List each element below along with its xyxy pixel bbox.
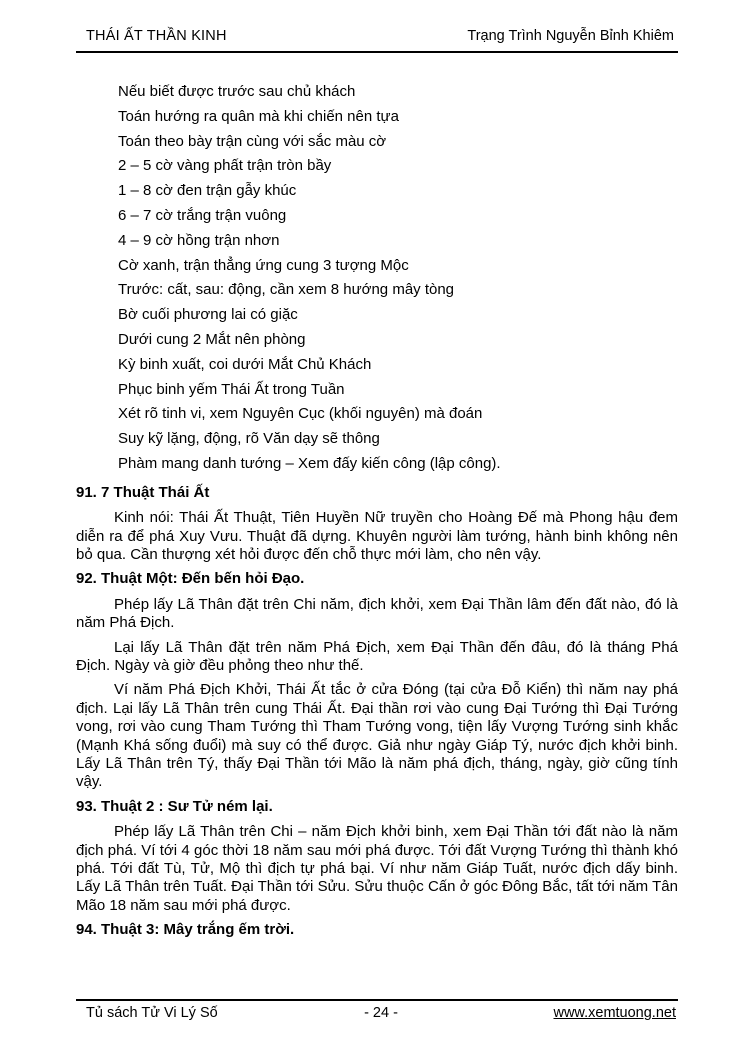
verse-line: Bờ cuối phương lai có giặc [118, 306, 298, 324]
section-heading: 91. 7 Thuật Thái Ất [76, 483, 210, 501]
paragraph: Lại lấy Lã Thân đặt trên năm Phá Địch, xem Đại Thần đến đâu, đó là tháng Phá Địch. Ngày và giờ đều phỏng theo như thế. [76, 638, 678, 674]
page-footer [76, 999, 678, 1021]
section-heading: 92. Thuật Một: Đến bến hỏi Đạo. [76, 570, 305, 588]
paragraph: Phép lấy Lã Thân đặt trên Chi năm, địch khởi, xem Đại Thần lâm đến đất nào, đó là năm Phá Địch. [76, 595, 678, 632]
verse-line: Phục binh yếm Thái Ất trong Tuần [118, 380, 345, 398]
verse-line: Suy kỹ lặng, động, rõ Văn dạy sẽ thông [118, 430, 380, 448]
verse-line: Cờ xanh, trận thẳng ứng cung 3 tượng Mộc [118, 256, 409, 274]
verse-line: Trước: cất, sau: động, cần xem 8 hướng mây tòng [118, 281, 455, 299]
verse-line: 2 – 5 cờ vàng phất trận tròn bầy [118, 157, 332, 175]
verse-line: Toán theo bày trận cùng với sắc màu cờ [118, 132, 387, 150]
verse-line: Nếu biết được trước sau chủ khách [118, 83, 356, 100]
section-94 [76, 921, 678, 939]
section-heading: 93. Thuật 2 : Sư Tử ném lại. [76, 797, 273, 815]
paragraph: Phép lấy Lã Thân trên Chi – năm Địch khởi binh, xem Đại Thần tới đất nào là năm địch phá. Ví tới 4 góc thời 18 năm sau mới phá được. Tới đất Vượng Tướng thì thành khó phá. Tới đất Tù, Tử, Mộ thì địch tự phá bại. Ví như năm Giáp Tuất, nước địch dấy binh. Lấy Lã Thân trên Tuất. Đại Thần tới Sửu. Sửu thuộc Cấn ở góc Đông Bắc, tất tới năm Tân Mão 18 năm sau mới phá được. [76, 823, 678, 914]
header-author: Trạng Trình Nguyễn Bỉnh Khiêm [467, 28, 674, 44]
paragraph: Ví năm Phá Địch Khởi, Thái Ất tắc ở cửa Đóng (tại cửa Đỗ Kiển) thì năm nay phá địch. Lại lấy Lã Thân trên cung Thái Ất. Đại thần rơi vào cung Đại Tướng thì Đại Tướng vong, rơi vào cung Tham Tướng thì Tham Tướng vong, tiện lấy Vượng Tướng sinh khắc (Mạnh Khá sống đuổi) mà suy có thể được. Giả như ngày Giáp Tý, nước địch khởi binh. Lấy Lã Thân trên Tý, thấy Đại Thần tới Mão là năm phá địch, tháng, ngày, giờ cũng tính vậy. [76, 681, 678, 791]
section-heading: 94. Thuật 3: Mây trắng ếm trời. [76, 921, 295, 939]
verse-line: Toán hướng ra quân mà khi chiến nên tựa [118, 107, 399, 125]
section-93 [76, 798, 678, 915]
verse-line: Xét rõ tinh vi, xem Nguyên Cục (khối nguyên) mà đoán [118, 405, 483, 423]
footer-website-link[interactable]: www.xemtuong.net [553, 1005, 676, 1021]
page-header [76, 28, 678, 53]
verse-line: Phàm mang danh tướng – Xem đấy kiến công (lập công). [118, 454, 501, 472]
verse-block [118, 80, 678, 477]
header-book-title: THÁI ẤT THẦN KINH [86, 28, 227, 44]
verse-line: 1 – 8 cờ đen trận gẫy khúc [118, 182, 297, 200]
paragraph: Kinh nói: Thái Ất Thuật, Tiên Huyền Nữ truyền cho Hoàng Đế mà Phong hậu đem diễn ra để phá Xuy Vưu. Thuật đã dựng. Khuyên người làm tướng, hành binh không nên bỏ qua. Cần thượng xét hỏi được đến chỗ thực mới làm, cho nên vậy. [76, 509, 678, 563]
footer-series-title: Tủ sách Tử Vi Lý Số [86, 1005, 218, 1021]
section-91 [76, 484, 678, 565]
page-body [76, 80, 678, 947]
section-92 [76, 570, 678, 791]
verse-line: 6 – 7 cờ trắng trận vuông [118, 206, 287, 224]
verse-line: Dưới cung 2 Mắt nên phòng [118, 330, 306, 348]
verse-line: Kỳ binh xuất, coi dưới Mắt Chủ Khách [118, 355, 372, 373]
verse-line: 4 – 9 cờ hồng trận nhơn [118, 231, 280, 249]
footer-page-number: - 24 - [364, 1005, 398, 1021]
